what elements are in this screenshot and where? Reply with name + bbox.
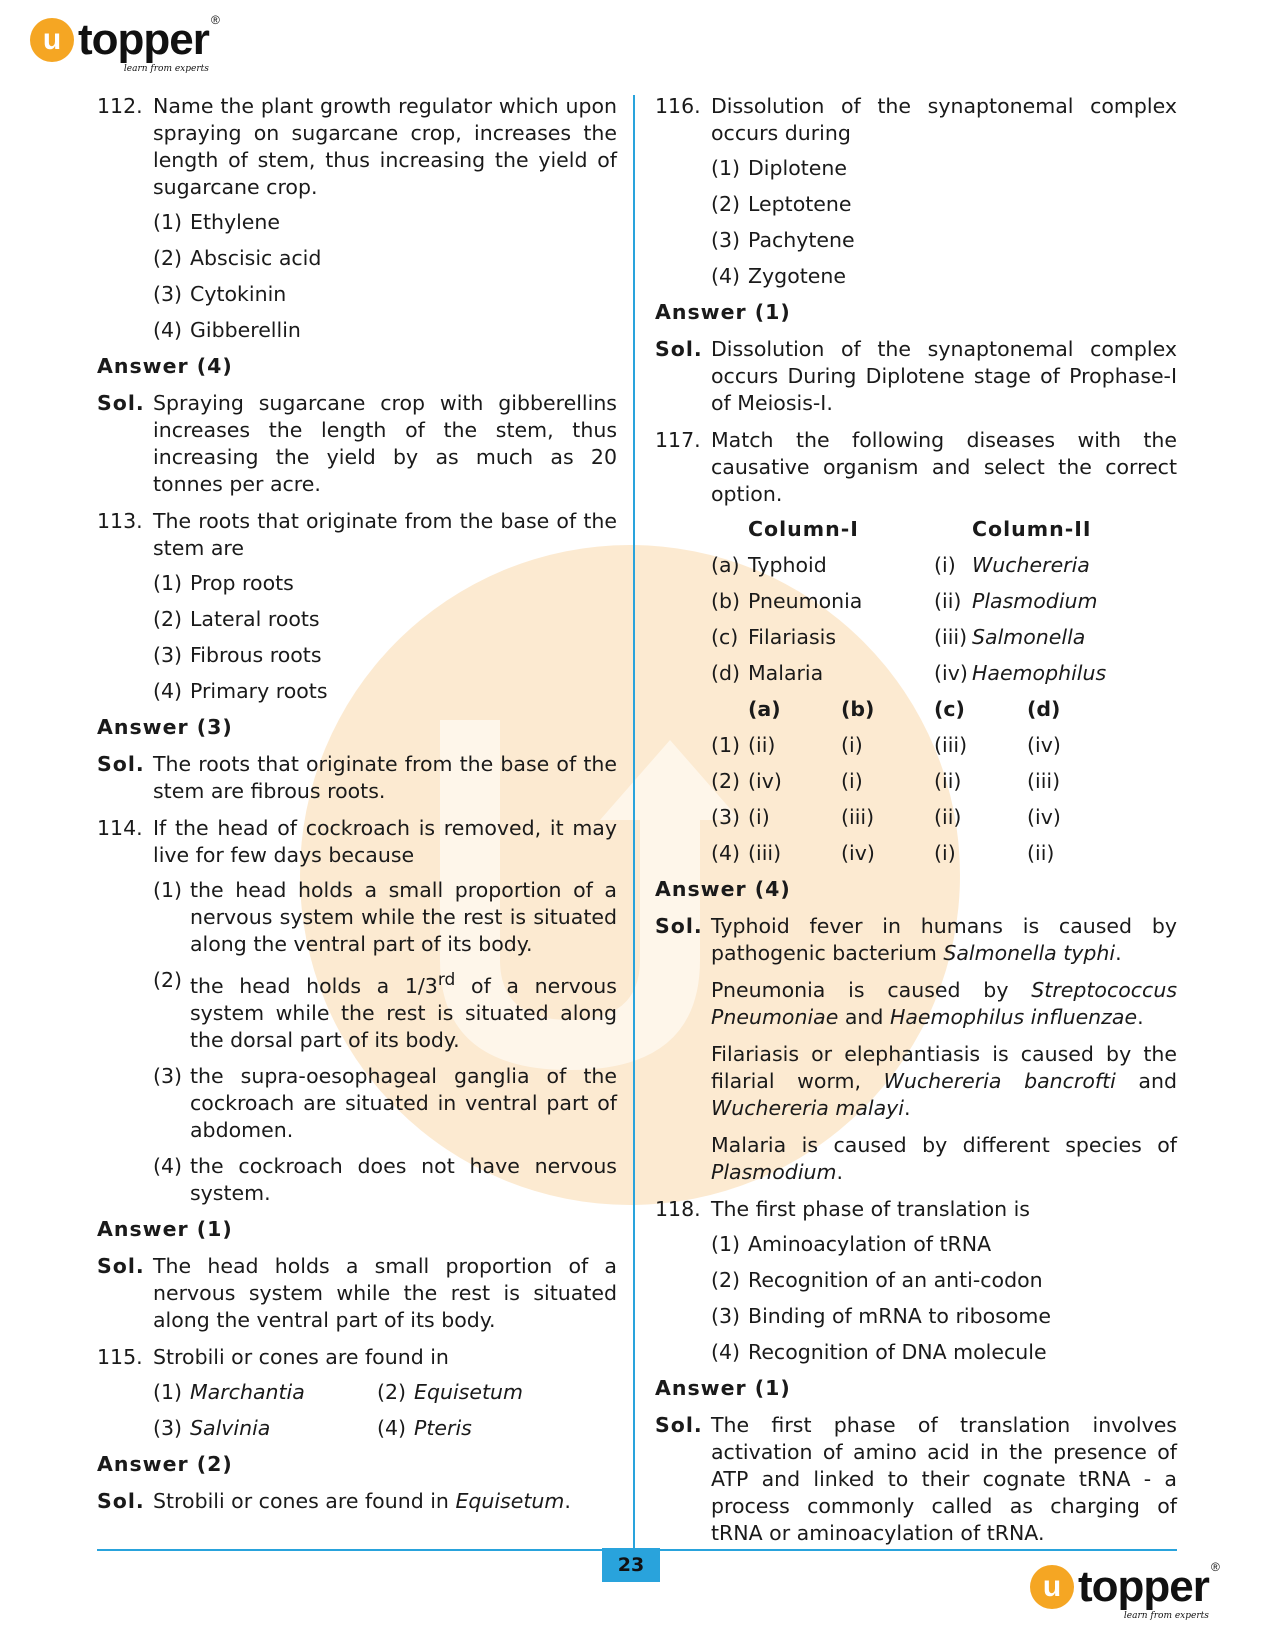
match-row: (b) Pneumonia (ii) Plasmodium [711, 589, 1098, 613]
column-divider [633, 95, 635, 1550]
option: (3) Cytokinin [153, 282, 287, 306]
choice-row: (3) (i) (iii) (ii) (iv) [711, 805, 1061, 829]
solution-113: Sol. The roots that originate from the base of the stem are fibrous roots. [97, 752, 617, 803]
option: (3) Pachytene [711, 228, 855, 252]
option: (1) Aminoacylation of tRNA [711, 1232, 992, 1256]
match-row: (d) Malaria (iv) Haemophilus [711, 661, 1107, 685]
option: (1) Prop roots [153, 571, 294, 595]
solution-112: Sol. Spraying sugarcane crop with gibberellins increases the length of the stem, thus increasing the yield by as much as 20 tonnes per acre. [97, 391, 617, 496]
options-118 [711, 1231, 1177, 1366]
option: (1) Marchantia [153, 1379, 305, 1404]
solution-116: Sol. Dissolution of the synaptonemal complex occurs During Diplotene stage of Prophase-I of Meiosis-I. [655, 337, 1177, 415]
question-114: 114. If the head of cockroach is removed, it may live for few days because [97, 816, 617, 867]
question-113: 113. The roots that originate from the base of the stem are [97, 509, 617, 560]
option: (3) Salvinia [153, 1415, 271, 1440]
option: (1) Ethylene [153, 210, 281, 234]
choice-row: (1) (ii) (i) (iii) (iv) [711, 733, 1061, 757]
answer-113: Answer (3) [97, 715, 233, 739]
logo-wordmark: topper ® learn from experts [78, 13, 219, 74]
choice-header: (a) (b) (c) (d) [748, 697, 1061, 721]
options-115-row1 [153, 1379, 617, 1406]
option: (4) Primary roots [153, 679, 328, 703]
page-number: 23 [602, 1548, 660, 1582]
brand-logo-bottom [1030, 1560, 1219, 1621]
choice-row: (2) (iv) (i) (ii) (iii) [711, 769, 1061, 793]
options-113 [153, 570, 617, 705]
answer-112: Answer (4) [97, 354, 233, 378]
option: (3) Fibrous roots [153, 643, 322, 667]
option: (2) Abscisic acid [153, 246, 322, 270]
brand-logo-top [30, 13, 219, 74]
match-row: (c) Filariasis (iii) Salmonella [711, 625, 1086, 649]
option: (4) Zygotene [711, 264, 846, 288]
answer-114: Answer (1) [97, 1216, 233, 1241]
option: (3) the supra-oesophageal ganglia of the cockroach are situated in ventral part of abdomen. [153, 1063, 617, 1142]
option: (4) Recognition of DNA molecule [711, 1340, 1047, 1364]
solution-117: Sol. Typhoid fever in humans is caused by pathogenic bacterium Salmonella typhi. Pneumonia is caused by Streptococcus Pneumoniae and Haemophilus influenzae. Filariasis or elephantiasis is caused by the filarial worm, Wuchereria bancrofti and Wuchereria malayi. Malaria is caused by different species of Plasmodium. [655, 914, 1177, 1184]
answer-117: Answer (4) [655, 877, 791, 901]
question-112: 112. Name the plant growth regulator which upon spraying on sugarcane crop, increases the length of stem, thus increasing the yield of sugarcane crop. [97, 94, 617, 199]
question-117: 117. Match the following diseases with the causative organism and select the correct option. [655, 428, 1177, 506]
solution-114: Sol. The head holds a small proportion of a nervous system while the rest is situated along the ventral part of its body. [97, 1253, 617, 1332]
logo-badge-icon: u [30, 18, 74, 62]
option: (2) Lateral roots [153, 607, 320, 631]
option: (1) Diplotene [711, 156, 847, 180]
match-row: (a) Typhoid (i) Wuchereria [711, 553, 1090, 577]
option: (4) Pteris [377, 1415, 472, 1440]
option: (2) Equisetum [377, 1379, 523, 1404]
options-115-row2 [153, 1415, 617, 1442]
solution-118: Sol. The first phase of translation involves activation of amino acid in the presence of ATP and linked to their cognate tRNA - a process commonly called as charging of tRNA or aminoacylation of tRNA. [655, 1413, 1177, 1545]
options-114 [153, 877, 617, 1207]
left-column [97, 93, 617, 1525]
option: (3) Binding of mRNA to ribosome [711, 1304, 1051, 1328]
match-table [711, 516, 1177, 867]
logo-badge-icon: u [1030, 1565, 1074, 1609]
question-118: 118. The first phase of translation is [655, 1197, 1030, 1221]
options-116 [711, 155, 1177, 290]
option: (2) the head holds a 1/3rd of a nervous system while the rest is situated along the dorsal part of its body. [153, 968, 617, 1052]
logo-wordmark: topper ® learn from experts [1078, 1560, 1219, 1621]
choice-row: (4) (iii) (iv) (i) (ii) [711, 841, 1055, 865]
option: (4) the cockroach does not have nervous system. [153, 1153, 617, 1205]
option: (4) Gibberellin [153, 318, 301, 342]
question-115: 115. Strobili or cones are found in [97, 1344, 449, 1369]
match-table-header: Column-I Column-II [748, 517, 1092, 541]
solution-115: Sol. Strobili or cones are found in Equisetum. [97, 1488, 571, 1513]
options-112 [153, 209, 617, 344]
option: (2) Recognition of an anti-codon [711, 1268, 1043, 1292]
right-column [655, 93, 1177, 1557]
question-116: 116. Dissolution of the synaptonemal complex occurs during [655, 94, 1177, 145]
answer-116: Answer (1) [655, 300, 791, 324]
option: (2) Leptotene [711, 192, 852, 216]
answer-118: Answer (1) [655, 1376, 791, 1400]
answer-115: Answer (2) [97, 1451, 233, 1476]
option: (1) the head holds a small proportion of a nervous system while the rest is situated along the ventral part of its body. [153, 878, 617, 956]
